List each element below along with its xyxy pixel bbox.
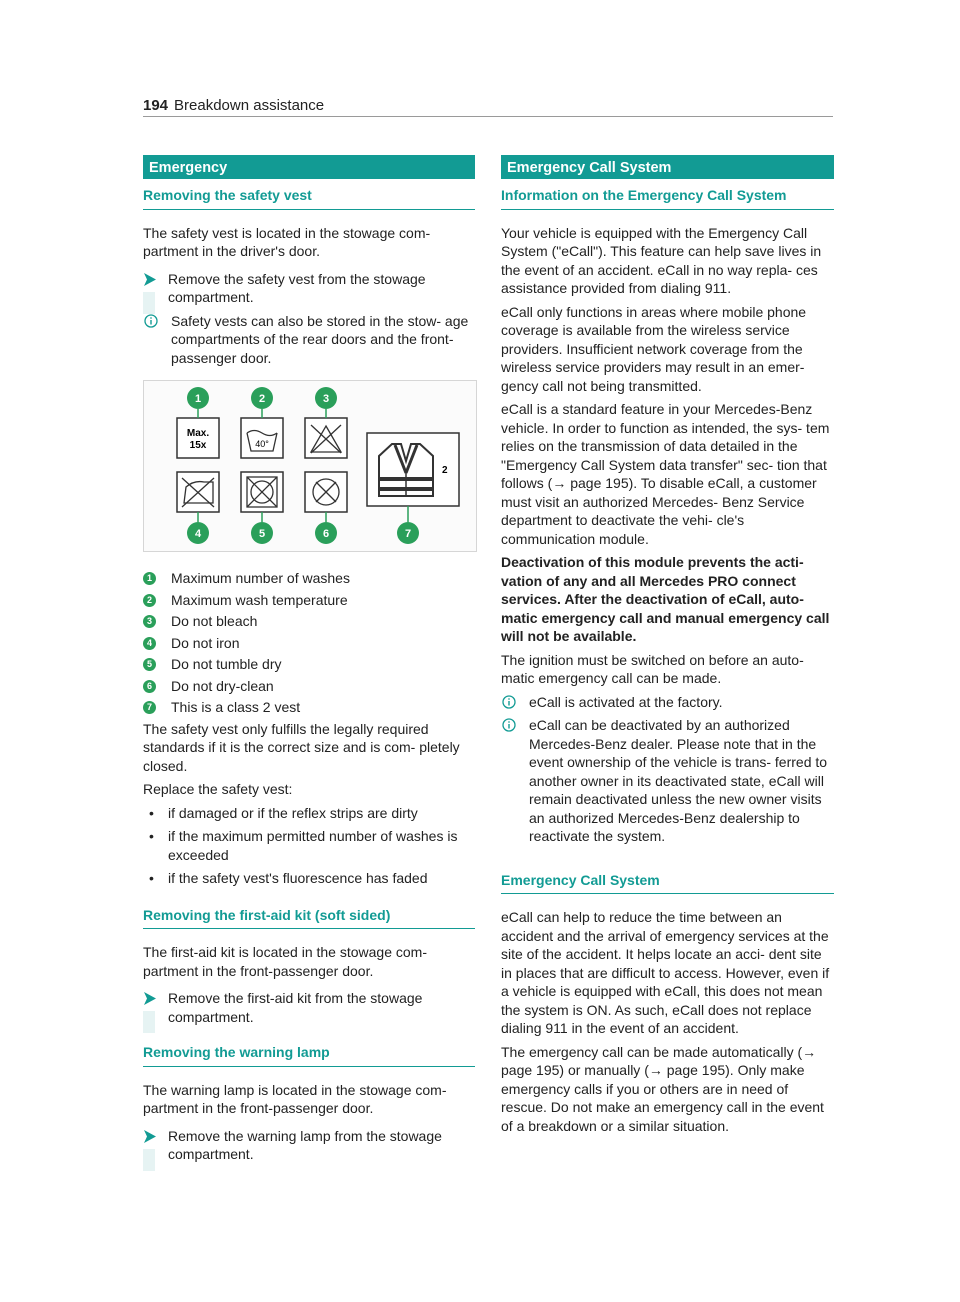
care-symbols-graphic	[144, 381, 476, 551]
page-header	[143, 96, 833, 117]
section-bar-emergency: Emergency	[143, 155, 475, 179]
list-item: • if the maximum permitted number of washes is exceeded	[143, 827, 475, 864]
info-icon	[144, 314, 158, 333]
legend-text: Maximum wash temperature	[171, 591, 348, 608]
section-bar-emergency-call-system: Emergency Call System	[501, 155, 834, 179]
callout-label-7: 7	[404, 528, 412, 540]
list-item: • if damaged or if the reflex strips are dirty	[143, 804, 475, 823]
step-remove-vest	[143, 270, 475, 307]
heading-emergency-call-system: Emergency Call System	[501, 871, 834, 895]
legend-number: 1	[143, 572, 156, 585]
warning-lamp-intro: The warning lamp is located in the stowage com- partment in the front-passenger door.	[143, 1081, 447, 1116]
label-max: Max.	[186, 428, 210, 439]
callout-label-4: 4	[194, 528, 202, 540]
heading-first-aid: Removing the first-aid kit (soft sided)	[143, 906, 475, 930]
callout-label-3: 3	[322, 393, 330, 405]
info-icon	[502, 718, 516, 737]
step-remove-first-aid	[143, 989, 475, 1026]
left-column	[143, 155, 475, 1169]
legend-text: This is a class 2 vest	[171, 699, 301, 715]
legend-text: Do not dry-clean	[171, 677, 274, 694]
legend-number: 7	[143, 701, 156, 714]
replace-list	[143, 804, 475, 888]
label-class: 2	[442, 465, 448, 476]
legend-item	[143, 634, 475, 653]
heading-ecall-info: Information on the Emergency Call System	[501, 186, 834, 210]
note-text: eCall can be deactivated by an authorized Mercedes-Benz dealer. Please note that in the event ownership of the vehicle is trans- ferred to another owner in its deactivated state, eCall will remain deactivated unless the new owner visits an authorized Mercedes-Benz dealership to reactivate the system.	[529, 717, 828, 844]
step-arrow-icon	[143, 1129, 156, 1148]
ecall-paragraph-3: eCall is a standard feature in your Mercedes-Benz vehicle. In order to function as intended, the sys- tem relies on the transmission of data detailed in the "Emergency Call System data transfer" sec- tion that follows (→ page 195). To disable eCall, a customer must visit an authorized Mercedes- Benz Service department to deactivate the vehi- cle's communication module.	[501, 401, 830, 547]
info-icon	[502, 695, 516, 714]
note-text: eCall is activated at the factory.	[529, 693, 723, 710]
replace-intro: Replace the safety vest:	[143, 781, 293, 797]
care-label-figure	[143, 380, 477, 552]
legend-text: Do not bleach	[171, 613, 258, 629]
legend-item	[143, 677, 475, 696]
legend-item	[143, 655, 475, 674]
safety-vest-intro: The safety vest is located in the stowage com- partment in the driver's door.	[143, 224, 431, 259]
first-aid-intro: The first-aid kit is located in the stowage com- partment in the front-passenger door.	[143, 944, 428, 979]
callout-label-6: 6	[322, 528, 330, 540]
step-arrow-icon	[143, 991, 156, 1010]
note-ecall-activated	[501, 693, 834, 712]
step-text: Remove the safety vest from the stowage compartment.	[168, 270, 426, 305]
ecs-paragraph-1: eCall can help to reduce the time between an accident and the arrival of emergency services at the site of the accident. It helps locate an acci- dent site in places that are difficult to access. However, even if a vehicle is equipped with eCall, this does not mean the system is ON. As such, eCall does not replace dialing 911 in the event of an accident.	[501, 909, 830, 1036]
list-item: • if the safety vest's fluorescence has faded	[143, 869, 475, 888]
step-remove-warning-lamp	[143, 1127, 475, 1164]
note-vest-storage	[143, 312, 475, 368]
step-marker-strip	[143, 292, 155, 314]
legend-number: 3	[143, 615, 156, 628]
note-ecall-deactivation	[501, 716, 834, 846]
step-arrow-icon	[143, 272, 156, 291]
page-number: 194	[143, 97, 169, 114]
legend-text: Do not tumble dry	[171, 656, 282, 672]
callout-label-2: 2	[258, 393, 266, 405]
ecall-deactivation-warning: Deactivation of this module prevents the acti- vation of any and all Mercedes PRO connect services. After the deactivation of eCall, auto- matic emergency call and manual emergency call will not be available.	[501, 554, 830, 644]
page-header-title: Breakdown assistance	[174, 97, 325, 114]
standards-paragraph: The safety vest only fulfills the legally required standards if it is the correct size and is com- pletely closed.	[143, 720, 460, 774]
legend-item	[143, 698, 475, 717]
figure-legend	[143, 569, 475, 717]
step-marker-strip	[143, 1011, 155, 1033]
legend-item	[143, 569, 475, 588]
step-marker-strip	[143, 1149, 155, 1171]
ecall-paragraph-1: Your vehicle is equipped with the Emergency Call System ("eCall"). This feature can help save lives in the event of an accident. eCall in no way repla- ces assistance provided from dialing 911.	[501, 224, 822, 296]
heading-warning-lamp: Removing the warning lamp	[143, 1043, 475, 1067]
ecall-paragraph-2: eCall only functions in areas where mobile phone coverage is available from the wireless service providers. Insufficient network coverage from the wireless service providers may result in an emer- gency call not being transmitted.	[501, 303, 807, 394]
legend-text: Do not iron	[171, 634, 240, 651]
label-15x: 15x	[189, 440, 207, 451]
legend-item	[143, 612, 475, 631]
right-column	[501, 155, 834, 1140]
legend-text: Maximum number of washes	[171, 570, 350, 586]
step-text: Remove the first-aid kit from the stowage compartment.	[168, 990, 423, 1025]
ecall-paragraph-5: The ignition must be switched on before an auto- matic emergency call can be made.	[501, 651, 804, 686]
legend-number: 5	[143, 658, 156, 671]
callout-label-5: 5	[258, 528, 266, 540]
step-text: Remove the warning lamp from the stowage compartment.	[168, 1127, 442, 1162]
legend-number: 4	[143, 637, 156, 650]
label-40: 40°	[255, 439, 269, 449]
ecs-paragraph-2: The emergency call can be made automatically (→ page 195) or manually (→ page 195). Only make emergency calls if you or others are in need of rescue. Do not make an emergency call in the event of a breakdown or a similar situation.	[501, 1043, 824, 1134]
legend-item	[143, 591, 475, 610]
callout-label-1: 1	[194, 393, 202, 405]
note-text: Safety vests can also be stored in the stow- age compartments of the rear doors and the front-passenger door.	[171, 312, 469, 366]
legend-number: 2	[143, 594, 156, 607]
legend-number: 6	[143, 680, 156, 693]
heading-safety-vest: Removing the safety vest	[143, 186, 475, 210]
